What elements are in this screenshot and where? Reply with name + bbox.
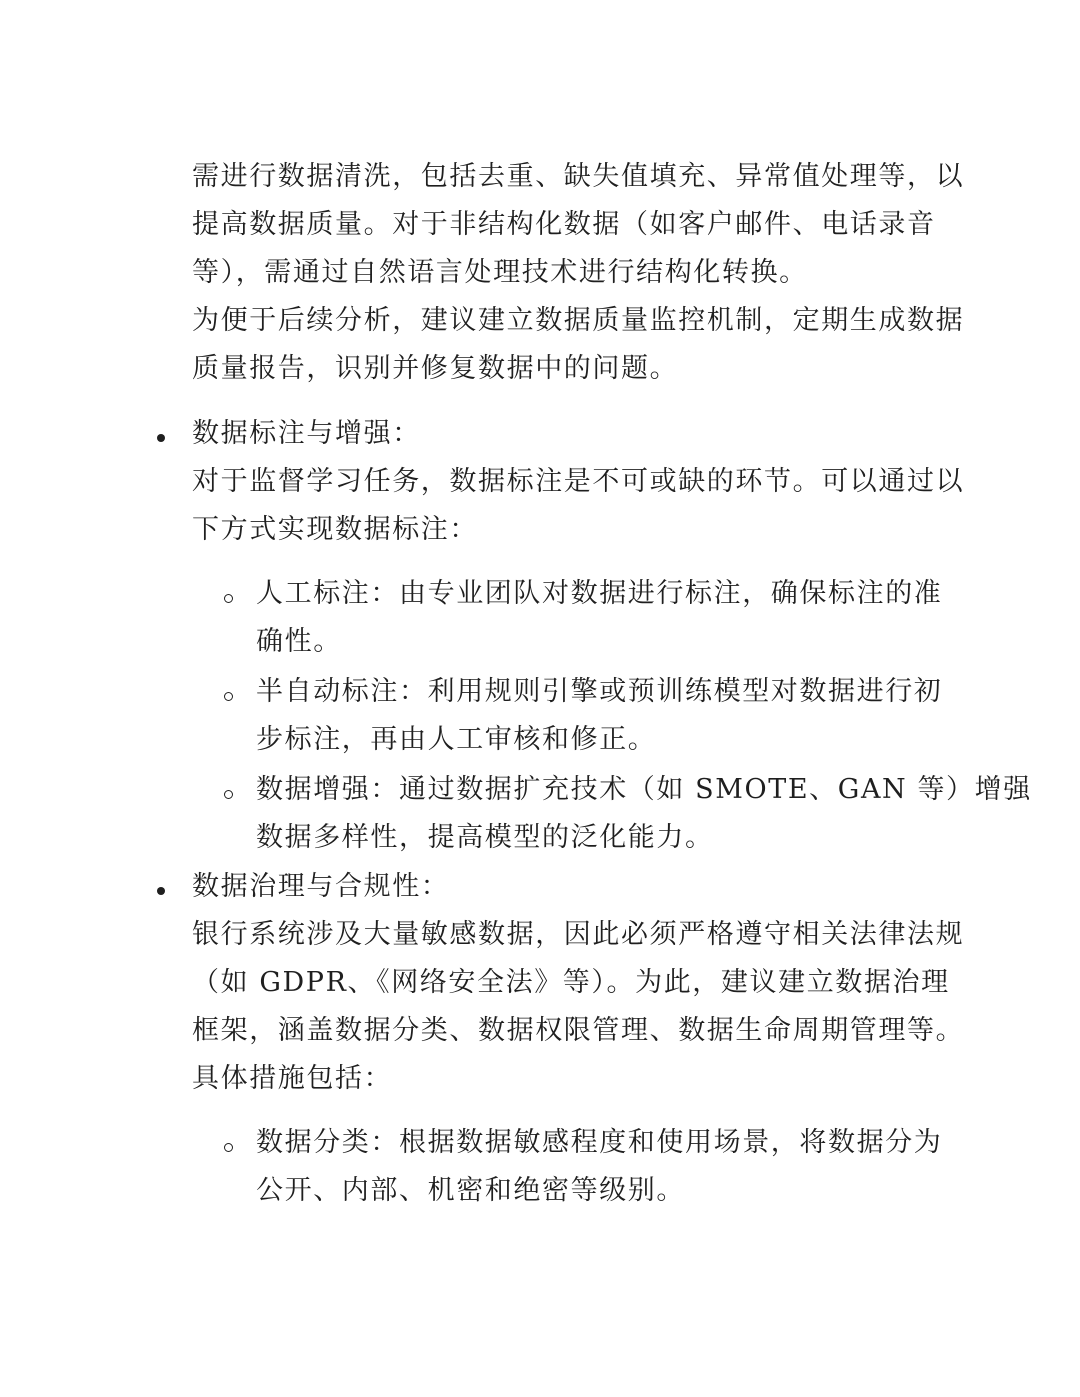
- text-line: 数据增强：通过数据扩充技术（如 SMOTE、GAN 等）增强: [256, 774, 1032, 805]
- bullet-icon: [157, 434, 165, 442]
- text-line: （如 GDPR、《网络安全法》等）。为此，建议建立数据治理: [192, 967, 950, 998]
- text-line: 步标注，再由人工审核和修正。: [256, 724, 657, 755]
- text-line: 需进行数据清洗，包括去重、缺失值填充、异常值处理等，以: [192, 161, 965, 192]
- text-line: 对于监督学习任务，数据标注是不可或缺的环节。可以通过以: [192, 466, 965, 497]
- list-item: [256, 1119, 956, 1215]
- heading-text: 数据治理与合规性：: [192, 871, 450, 902]
- text-line: 人工标注：由专业团队对数据进行标注，确保标注的准: [256, 578, 943, 609]
- text-line: 数据分类：根据数据敏感程度和使用场景，将数据分为: [256, 1127, 943, 1158]
- text-line: 具体措施包括：: [192, 1063, 393, 1094]
- text-line: 银行系统涉及大量敏感数据，因此必须严格遵守相关法律法规: [192, 919, 965, 950]
- text-line: 数据多样性，提高模型的泛化能力。: [256, 822, 714, 853]
- circle-bullet-icon: [224, 1143, 233, 1152]
- heading-text: 数据标注与增强：: [192, 418, 421, 449]
- circle-bullet-icon: [224, 594, 233, 603]
- section-heading: [192, 410, 962, 458]
- circle-bullet-icon: [224, 692, 233, 701]
- text-line: 公开、内部、机密和绝密等级别。: [256, 1175, 685, 1206]
- bullet-icon: [157, 887, 165, 895]
- text-line: 框架，涵盖数据分类、数据权限管理、数据生命周期管理等。: [192, 1015, 965, 1046]
- text-line: 等），需通过自然语言处理技术进行结构化转换。: [192, 257, 808, 288]
- text-line: 质量报告，识别并修复数据中的问题。: [192, 353, 679, 384]
- section-body: [192, 911, 965, 1103]
- text-line: 下方式实现数据标注：: [192, 514, 478, 545]
- circle-bullet-icon: [224, 790, 233, 799]
- section-body: [192, 458, 965, 554]
- intro-paragraph: [192, 153, 965, 393]
- text-line: 提高数据质量。对于非结构化数据（如客户邮件、电话录音: [192, 209, 936, 240]
- list-item: [256, 570, 956, 666]
- text-line: 半自动标注：利用规则引擎或预训练模型对数据进行初: [256, 676, 943, 707]
- list-item: [256, 668, 956, 764]
- section-heading: [192, 863, 962, 911]
- text-line: 为便于后续分析，建议建立数据质量监控机制，定期生成数据: [192, 305, 965, 336]
- list-item: [256, 766, 1032, 862]
- text-line: 确性。: [256, 626, 342, 657]
